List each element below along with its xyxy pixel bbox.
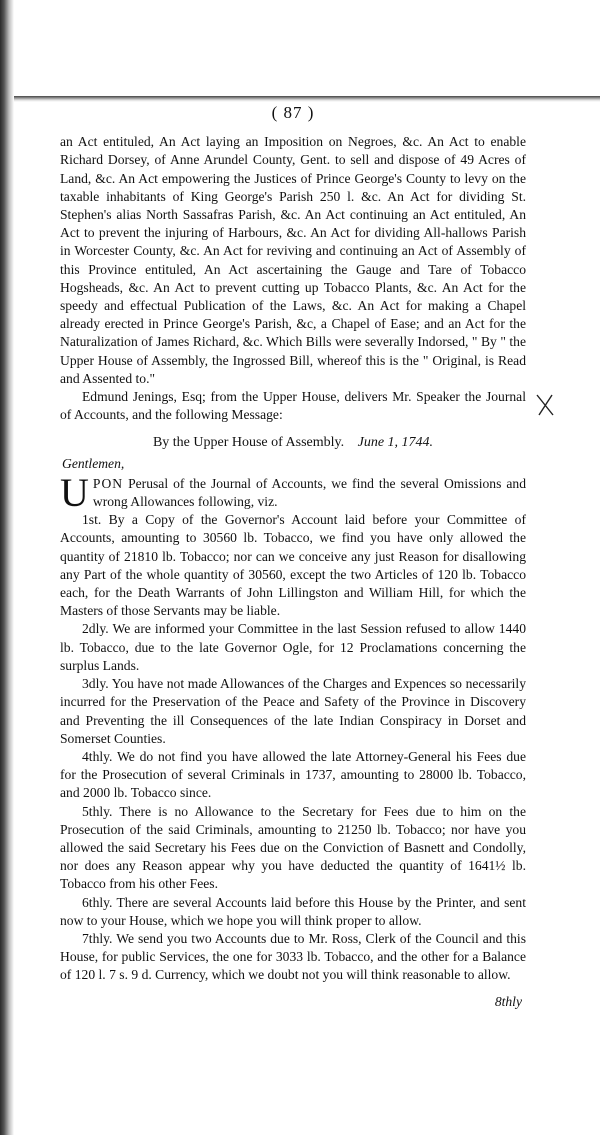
- item-seventh: 7thly. We send you two Accounts due to Mr. Ross, Clerk of the Council and this House, for public Services, the one for 3033 lb. Tobacco, and the other for a Balance of 120 l. 7 s. 9 d. Currency, which we doubt not you will think reasonable to allow.: [60, 930, 526, 983]
- document-page: [60, 100, 526, 1011]
- message-heading-date: June 1, 1744.: [357, 435, 434, 451]
- margin-x-mark: [535, 393, 555, 417]
- page-number: ( 87 ): [271, 103, 315, 122]
- item-second: 2dly. We are informed your Committee in the last Session refused to allow 1440 lb. Tobacco, due to the late Governor Ogle, for 12 Proclamations concerning the surplus Lands.: [60, 621, 526, 673]
- intro-paragraph: [60, 469, 526, 515]
- intro-text: Perusal of the Journal of Accounts, we find the several Omissions and wrong Allowances following, viz.: [92, 475, 526, 510]
- item-third: 3dly. You have not made Allowances of the Charges and Expences so necessarily incurred for the Preservation of the Peace and Safety of the Province in Discovery and Preventing the ill Consequences of the late Indian Conspiracy in Dorset and Somerset Counties.: [60, 676, 526, 746]
- catchword: 8thly: [494, 993, 522, 1009]
- message-heading-title: By the Upper House of Assembly.: [152, 435, 345, 451]
- item-first: 1st. By a Copy of the Governor's Account laid before your Committee of Accounts, amounting to 30560 lb. Tobacco, we find you have only allowed the quantity of 21810 lb. Tobacco; nor can we conceive any just Reason for disallowing any Part of the whole quantity of 30560, except the two Articles of 120 lb. Tobacco each, for the Death Warrants of John Lillingston and William Hill, for which the Masters of those Servants may be liable.: [60, 512, 526, 619]
- page-edge-shadow: [0, 0, 14, 1135]
- item-sixth: 6thly. There are several Accounts laid before this House by the Printer, and sent now to your House, which we hope you will think proper to allow.: [60, 894, 526, 928]
- item-fifth: 5thly. There is no Allowance to the Secretary for Fees due to him on the Prosecution of the said Criminals, amounting to 21250 lb. Tobacco; nor have you allowed the said Secretary his Fees due on the Conviction of Basnett and Condolly, nor does any Reason appear why you have deducted the quantity of 1641½ lb. Tobacco from his other Fees.: [60, 803, 526, 892]
- message-delivery-paragraph: Edmund Jenings, Esq; from the Upper House, delivers Mr. Speaker the Journal of Accounts, and the following Message:: [60, 389, 526, 423]
- message-heading: [60, 434, 526, 452]
- salutation: Gentlemen,: [62, 455, 125, 471]
- drop-cap: U: [60, 469, 89, 515]
- intro-first-word: PON: [92, 475, 124, 491]
- acts-paragraph: an Act entituled, An Act laying an Imposition on Negroes, &c. An Act to enable Richard Dorsey, of Anne Arundel County, Gent. to sell and dispose of 49 Acres of Land, &c. An Act empowering the Justices of Prince George's County to levy on the taxable inhabitants of King George's Parish 250 l. &c. An Act for dividing St. Stephen's alias North Sassafras Parish, &c. An Act continuing an Act entituled, An Act to prevent the injuring of Harbours, &c. An Act for dividing All-hallows Parish in Worcester County, &c. An Act for reviving and continuing an Act of Assembly of this Province entituled, An Act ascertaining the Gauge and Tare of Tobacco Hogsheads, &c. An Act to prevent cutting up Tobacco Plants, &c. An Act for the speedy and effectual Publication of the Laws, &c. An Act for making a Chapel already erected in Prince George's Parish, &c, a Chapel of Ease; and an Act for the Naturalization of James Richard, &c. Which Bills were severally Indorsed, " By " the Upper House of Assembly, the Ingrossed Bill, whereof this is the " Original, is Read and Assented to.": [60, 134, 526, 386]
- item-fourth: 4thly. We do not find you have allowed the late Attorney-General his Fees due for the Prosecution of several Criminals in 1737, amounting to 28000 lb. Tobacco, and 2000 lb. Tobacco since.: [60, 748, 526, 801]
